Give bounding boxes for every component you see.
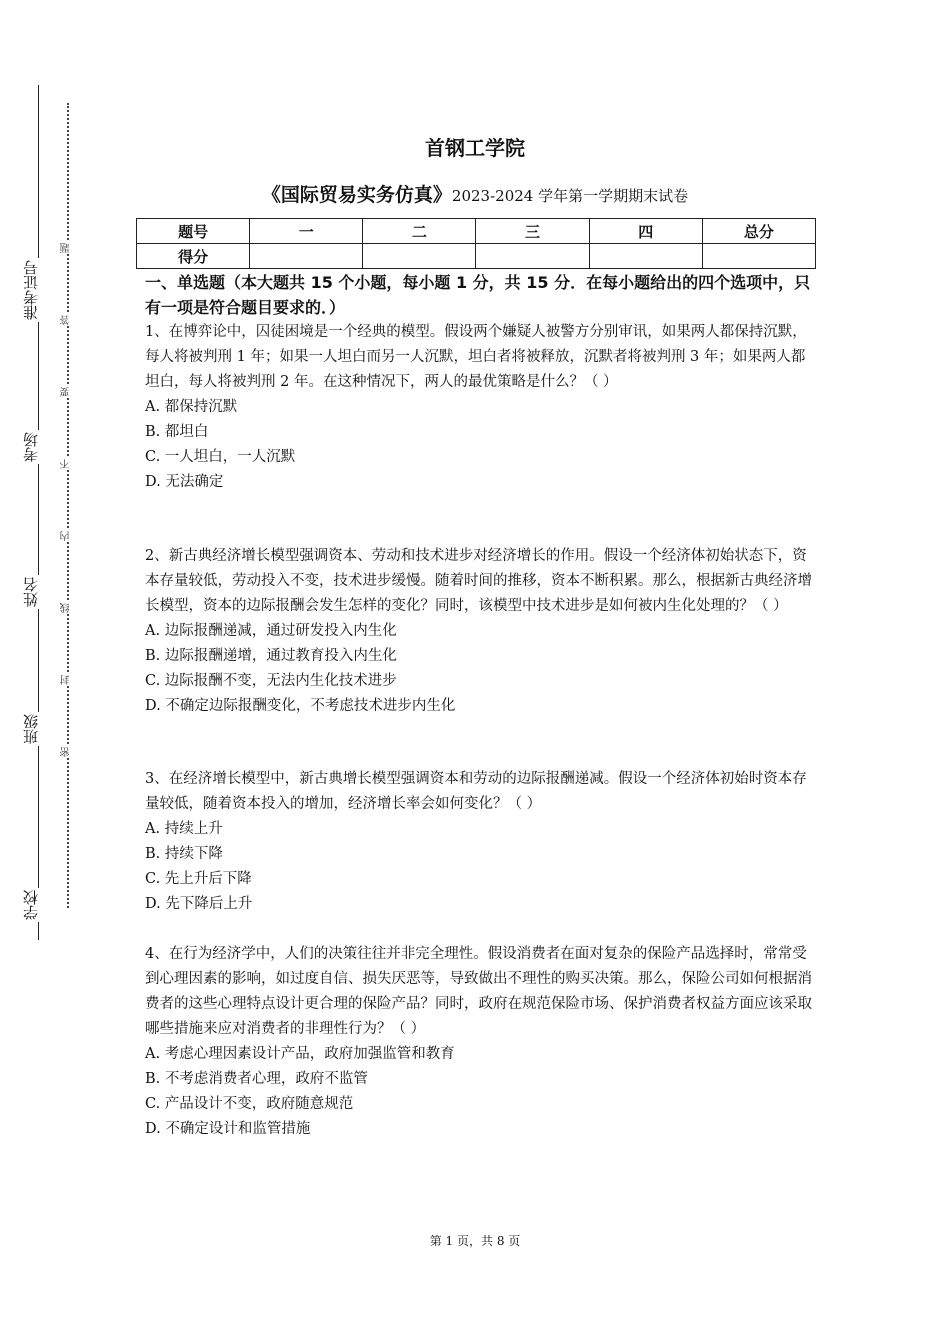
option-c[interactable]: C. 一人坦白，一人沉默 — [145, 449, 296, 465]
score-entry-cell[interactable] — [589, 244, 702, 269]
score-cell: 二 — [363, 219, 476, 244]
question-stem: 3、在经济增长模型中，新古典增长模型强调资本和劳动的边际报酬递减。假设一个经济体初始时资本存量较低，随着资本投入的增加，经济增长率会如何变化？（ ） — [145, 771, 807, 812]
score-entry-cell[interactable] — [476, 244, 589, 269]
score-cell: 总分 — [702, 219, 815, 244]
score-table-score-row — [137, 244, 816, 269]
seal-char: 线 — [61, 603, 72, 613]
question-4 — [145, 942, 815, 1142]
seal-char: 密 — [61, 747, 72, 757]
score-cell: 一 — [250, 219, 363, 244]
seal-dotted-line — [67, 103, 69, 908]
score-table-header-row — [137, 219, 816, 244]
question-stem: 2、新古典经济增长模型强调资本、劳动和技术进步对经济增长的作用。假设一个经济体初始状态下，资本存量较低，劳动投入不变，技术进步缓慢。随着时间的推移，资本不断积累。那么，根据新古典经济增长模型，资本的边际报酬会发生怎样的变化？同时，该模型中技术进步是如何被内生化处理的？（ ） — [145, 548, 812, 614]
exam-room-label: 考场 — [22, 432, 40, 462]
seal-char: 封 — [61, 675, 72, 685]
seal-char: 不 — [61, 459, 72, 469]
exam-id-label: 准考证号 — [22, 260, 40, 320]
page-number: 第 1 页，共 8 页 — [429, 1234, 521, 1248]
school-label: 学校 — [22, 890, 40, 920]
name-label: 姓名 — [22, 577, 40, 607]
score-entry-cell[interactable] — [702, 244, 815, 269]
score-entry-cell[interactable] — [250, 244, 363, 269]
score-cell: 题号 — [137, 219, 250, 244]
school-title: 首钢工学院 — [425, 136, 525, 160]
score-entry-cell[interactable] — [363, 244, 476, 269]
option-d[interactable]: D. 不确定边际报酬变化，不考虑技术进步内生化 — [145, 698, 456, 714]
question-stem: 4、在行为经济学中，人们的决策往往并非完全理性。假设消费者在面对复杂的保险产品选择时，常常受到心理因素的影响，如过度自信、损失厌恶等，导致做出不理性的购买决策。那么，保险公司如何根据消费者的这些心理特点设计更合理的保险产品？同时，政府在规范保险市场、保护消费者权益方面应该采取哪些措施来应对消费者的非理性行为？（ ） — [145, 946, 812, 1037]
question-3 — [145, 767, 815, 917]
option-c[interactable]: C. 产品设计不变，政府随意规范 — [145, 1096, 354, 1112]
option-d[interactable]: D. 无法确定 — [145, 474, 224, 490]
question-stem: 1、在博弈论中，囚徒困境是一个经典的模型。假设两个嫌疑人被警方分别审讯，如果两人都保持沉默，每人将被判刑 1 年；如果一人坦白而另一人沉默，坦白者将被释放，沉默者将被判刑 3 年；如果两人都坦白，每人将被判刑 2 年。在这种情况下，两人的最优策略是什么？（ ） — [145, 324, 807, 390]
option-a[interactable]: A. 都保持沉默 — [145, 399, 238, 415]
option-c[interactable]: C. 边际报酬不变，无法内生化技术进步 — [145, 673, 397, 689]
seal-char: 答 — [61, 315, 72, 325]
score-table — [136, 218, 816, 269]
class-label: 班级 — [22, 714, 40, 744]
score-cell: 得分 — [137, 244, 250, 269]
section-heading: 一、单选题（本大题共 15 个小题，每小题 1 分，共 15 分．在每小题给出的四个选项中，只有一项是符合题目要求的．） — [145, 273, 811, 317]
option-d[interactable]: D. 不确定设计和监管措施 — [145, 1121, 311, 1137]
option-d[interactable]: D. 先下降后上升 — [145, 896, 253, 912]
exam-term: 2023-2024 学年第一学期期末试卷 — [451, 187, 689, 205]
option-a[interactable]: A. 考虑心理因素设计产品，政府加强监管和教育 — [145, 1046, 455, 1062]
question-2 — [145, 544, 815, 719]
option-a[interactable]: A. 边际报酬递减，通过研发投入内生化 — [145, 623, 397, 639]
score-cell: 三 — [476, 219, 589, 244]
seal-char: 要 — [61, 387, 72, 397]
seal-char: 题 — [61, 243, 72, 253]
score-cell: 四 — [589, 219, 702, 244]
option-a[interactable]: A. 持续上升 — [145, 821, 223, 837]
course-name: 《国际贸易实务仿真》 — [261, 184, 452, 206]
option-b[interactable]: B. 边际报酬递增，通过教育投入内生化 — [145, 648, 397, 664]
option-b[interactable]: B. 都坦白 — [145, 424, 209, 440]
option-b[interactable]: B. 持续下降 — [145, 846, 223, 862]
option-c[interactable]: C. 先上升后下降 — [145, 871, 252, 887]
exam-subtitle — [0, 180, 950, 207]
binding-solid-line — [38, 85, 39, 940]
seal-char: 内 — [61, 531, 72, 541]
option-b[interactable]: B. 不考虑消费者心理，政府不监管 — [145, 1071, 368, 1087]
question-1 — [145, 320, 815, 495]
